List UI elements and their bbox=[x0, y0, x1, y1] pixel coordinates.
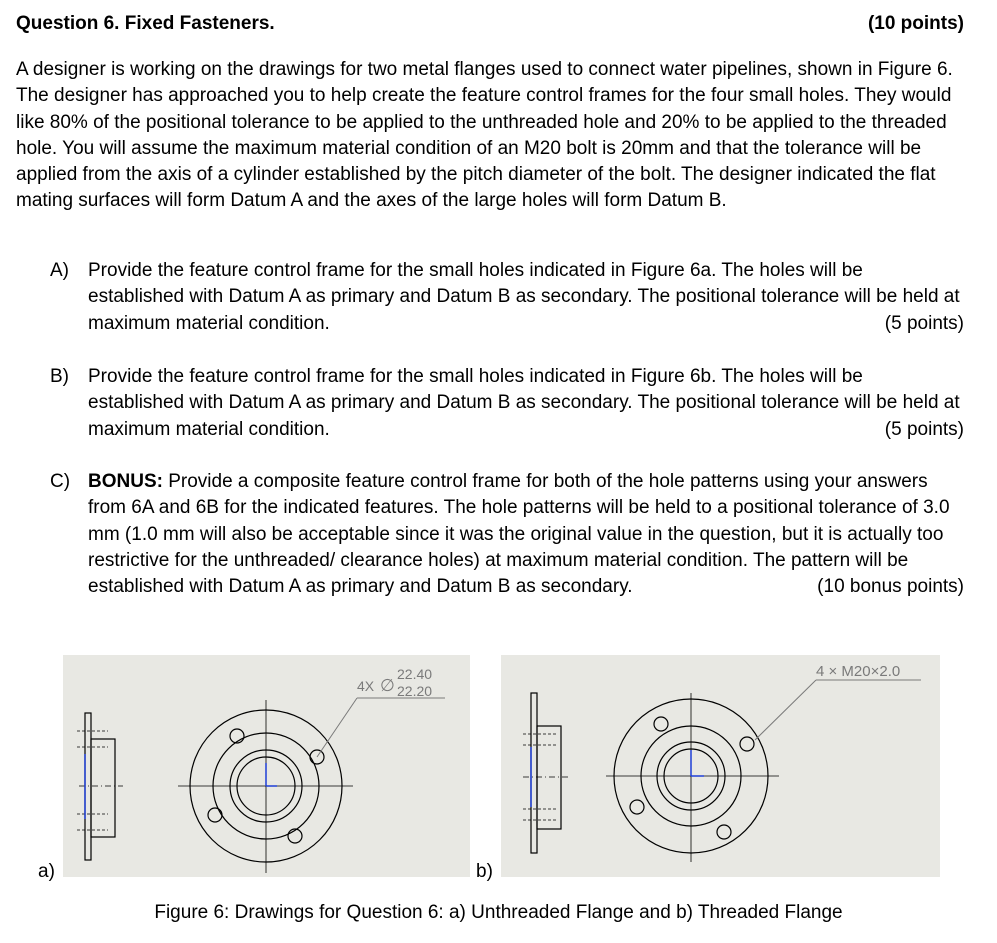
side-view bbox=[77, 713, 123, 860]
figure-b-label: b) bbox=[476, 861, 493, 882]
thread-callout: 4 × M20×2.0 bbox=[816, 663, 901, 680]
lower-tolerance: 22.20 bbox=[397, 683, 433, 699]
question-intro: A designer is working on the drawings for two metal flanges used to connect water pipelines, shown in Figure 6. The designer has approached you to help create the feature control frames for the four small holes. They would like 80% of the positional tolerance to be applied to the unthreaded hole and 20% to be applied to the threaded hole. You will assume the maximum material condition of an M20 bolt is 20mm and that the tolerance will be applied from the axis of a cylinder established by the pitch diameter of the bolt. The designer indicated the flat mating surfaces will form Datum A and the axes of the large holes will form Datum B. bbox=[16, 59, 953, 212]
question-points: (10 points) bbox=[867, 13, 964, 34]
bolt-hole bbox=[717, 825, 731, 839]
front-view bbox=[606, 693, 779, 862]
figure-a-label: a) bbox=[38, 861, 55, 882]
figure-caption: Figure 6: Drawings for Question 6: a) Unthreaded Flange and b) Threaded Flange bbox=[154, 902, 843, 923]
figure-a-unthreaded-flange bbox=[63, 655, 470, 877]
thread-callout-leader bbox=[755, 680, 921, 740]
question-header bbox=[16, 13, 964, 39]
part-points: (5 points) bbox=[884, 418, 964, 440]
bolt-hole bbox=[654, 717, 668, 731]
bolt-hole bbox=[230, 729, 244, 743]
upper-tolerance: 22.40 bbox=[397, 666, 433, 682]
bonus-keyword: BONUS: bbox=[88, 471, 163, 492]
hole-callout-leader bbox=[317, 698, 445, 757]
part-points: (5 points) bbox=[884, 312, 964, 334]
front-view bbox=[178, 700, 353, 873]
part-letter: A) bbox=[50, 260, 69, 281]
part-text: Provide the feature control frame for the small holes indicated in Figure 6a. The holes will be established with Datum A as primary and Datum B as secondary. The positional tolerance will be held at maximum material condition. bbox=[88, 260, 960, 334]
part-text: Provide a composite feature control frame for both of the hole patterns using your answers from 6A and 6B for the indicated features. The hole patterns will be held to a positional tolerance of 3.0 mm (1.0 mm will also be acceptable since it was the original value in the question, but it is actually too restrictive for the unthreaded/ clearance holes) at maximum material condition. The pattern will be established with Datum A as primary and Datum B as secondary. bbox=[88, 471, 950, 598]
bolt-hole bbox=[740, 737, 754, 751]
part-letter: C) bbox=[50, 471, 71, 492]
flange-drawing-a bbox=[63, 655, 470, 877]
diameter-icon: ∅ bbox=[380, 676, 395, 695]
part-b bbox=[50, 364, 964, 443]
part-c bbox=[50, 469, 964, 600]
part-letter: B) bbox=[50, 366, 69, 387]
bolt-hole bbox=[208, 808, 222, 822]
question-title: Question 6. Fixed Fasteners. bbox=[16, 13, 275, 34]
part-a bbox=[50, 258, 964, 337]
flange-drawing-b bbox=[501, 655, 940, 877]
figure-b-threaded-flange bbox=[501, 655, 940, 877]
part-points: (10 bonus points) bbox=[817, 576, 964, 598]
part-text: Provide the feature control frame for the small holes indicated in Figure 6b. The holes will be established with Datum A as primary and Datum B as secondary. The positional tolerance will be held at maximum material condition. bbox=[88, 366, 960, 440]
side-view bbox=[523, 693, 571, 853]
bolt-hole bbox=[288, 829, 302, 843]
bolt-hole bbox=[630, 800, 644, 814]
callout-prefix: 4X bbox=[357, 678, 375, 694]
